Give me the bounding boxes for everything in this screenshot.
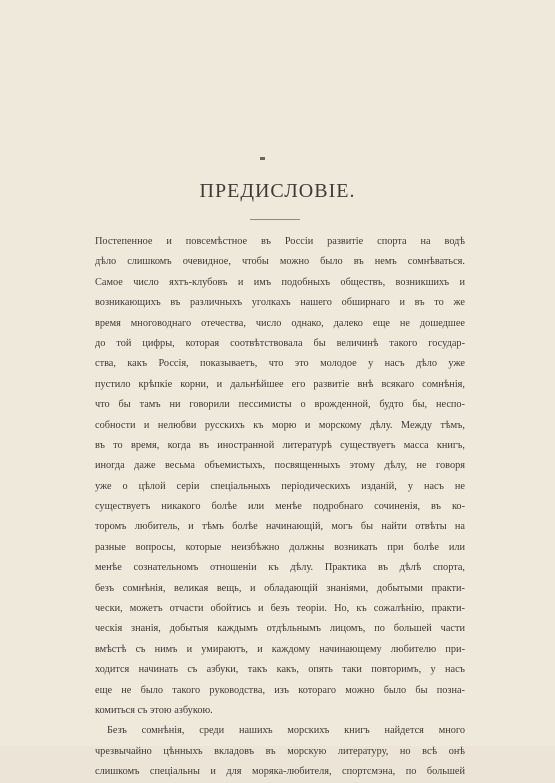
title-divider (250, 219, 300, 220)
text-line: иногда даже весьма объемистыхъ, посвященныхъ этому дѣлу, не говоря (95, 460, 465, 472)
text-line: Безъ сомнѣнія, среди нашихъ морскихъ книгъ найдется много (107, 725, 465, 737)
page-title: ПРЕДИСЛОВІЕ. (199, 180, 356, 202)
text-line: Самое число яхтъ-клубовъ и имъ подобныхъ обществъ, возникшихъ и (95, 276, 465, 288)
ornament-mark (260, 157, 265, 160)
text-line: уже о цѣлой серіи спеціальныхъ періодическихъ изданій, у насъ не (95, 480, 465, 492)
text-line: слишкомъ спеціальны и для моряка-любителя, спортсмэна, по большей (95, 766, 465, 778)
text-line: собности и нелюбви русскихъ къ морю и морскому дѣлу. Между тѣмъ, (95, 419, 465, 431)
text-line: комиться съ этою азбукою. (95, 704, 213, 716)
text-line: до той цифры, которая соотвѣтствовала бы величинѣ такого государ- (95, 337, 465, 349)
text-line: Постепенное и повсемѣстное въ Россіи развитіе спорта на водѣ (95, 236, 465, 247)
text-line: вмѣстѣ съ нимъ и умираютъ, и каждому начинающему любителю при- (95, 643, 465, 655)
text-line: время многоводнаго отечества, число однако, далеко еще не дошедшее (95, 317, 465, 329)
text-line: безъ сомнѣнія, великая вещь, и обладающій знаніями, добытыми практи- (95, 582, 465, 594)
text-line: дѣло слишкомъ очевидное, чтобы можно было въ немъ сомнѣваться. (95, 256, 465, 268)
text-line: чрезвычайно цѣнныхъ вкладовъ въ морскую литературу, но всѣ онѣ (95, 745, 465, 757)
text-line: еще не было такого руководства, изъ котораго можно было бы позна- (95, 684, 465, 696)
preface-text (95, 232, 465, 783)
text-line: ства, какъ Россія, показываетъ, что это молодое у насъ дѣло уже (95, 358, 465, 370)
text-line: въ то время, когда въ иностранной литературѣ существуетъ масса книгъ, (95, 439, 465, 451)
text-line: менѣе сознательномъ отношеніи къ дѣлу. Практика въ дѣлѣ спорта, (95, 562, 465, 574)
text-line: существуетъ никакого болѣе или менѣе подробнаго сочиненія, въ ко- (95, 501, 465, 513)
text-line: разные вопросы, которые неизбѣжно должны возникать при болѣе или (95, 541, 465, 553)
text-line: возникающихъ въ различныхъ уголкахъ нашего обширнаго и въ то же (95, 297, 465, 309)
text-line: торомъ любитель, и тѣмъ болѣе начинающій, могъ бы найти отвѣты на (95, 521, 465, 533)
text-line: ческія знанія, добытыя каждымъ отдѣльнымъ лицомъ, по большей части (95, 623, 465, 635)
text-line: чески, можетъ отчасти обойтись и безъ теоріи. Но, къ сожалѣнію, практи- (95, 603, 465, 615)
text-line: ходится начинать съ азбуки, такъ какъ, опять таки повторимъ, у насъ (95, 664, 465, 676)
text-line: что бы тамъ ни говорили пессимисты о врожденной, будто бы, неспо- (95, 399, 465, 411)
text-line: пустило крѣпкіе корни, и дальнѣйшее его развитіе внѣ всякаго сомнѣнія, (95, 378, 465, 390)
